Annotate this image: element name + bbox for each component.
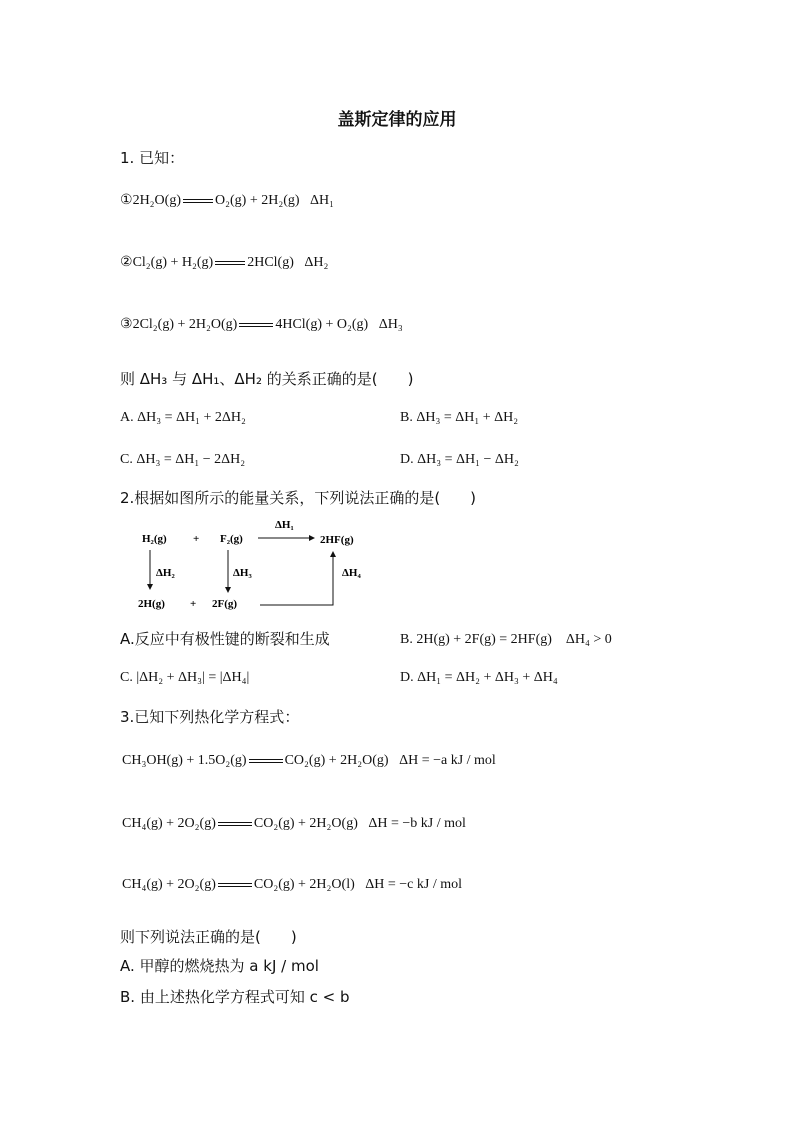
q3-eq2-rhs: CO₂(g) + 2H₂O(g) xyxy=(253,816,358,831)
q3-eq1-dh: ΔH = −a kJ / mol xyxy=(399,753,496,768)
q2-option-b[interactable]: B. 2H(g) + 2F(g) = 2HF(g) ΔH₄ > 0 xyxy=(400,632,612,647)
q1-eq2-lhs: Cl₂(g) + H₂(g) xyxy=(132,255,214,270)
q1-eq1-num: ① xyxy=(120,193,133,208)
arrow-dh4 xyxy=(260,552,333,605)
q3-eq2-dh: ΔH = −b kJ / mol xyxy=(368,816,466,831)
diagram-dh2: ΔH₂ xyxy=(156,567,175,579)
q2-option-d[interactable]: D. ΔH₁ = ΔH₂ + ΔH₃ + ΔH₄ xyxy=(400,670,558,685)
q1-equation-3 xyxy=(120,316,403,333)
q1-question: 则 ΔH₃ 与 ΔH₁、ΔH₂ 的关系正确的是( ) xyxy=(120,370,414,388)
q3-equation-1 xyxy=(122,753,496,769)
q1-eq3-dh: ΔH₃ xyxy=(378,317,403,332)
q3-equation-3 xyxy=(122,877,462,893)
q2-option-a[interactable]: A.反应中有极性键的断裂和生成 xyxy=(120,630,330,648)
q1-eq3-num: ③ xyxy=(120,317,133,332)
q3-eq3-rhs: CO₂(g) + 2H₂O(l) xyxy=(253,877,355,892)
diagram-f2: F₂(g) xyxy=(220,533,243,545)
q1-eq1-dh: ΔH₁ xyxy=(310,193,335,208)
energy-diagram xyxy=(120,515,370,615)
q3-eq3-lhs: CH₄(g) + 2O₂(g) xyxy=(122,877,216,892)
q1-eq2-dh: ΔH₂ xyxy=(304,255,329,270)
q1-option-b[interactable]: B. ΔH₃ = ΔH₁ + ΔH₂ xyxy=(400,410,519,425)
q2-stem: 2.根据如图所示的能量关系，下列说法正确的是( ) xyxy=(120,489,477,507)
q3-eq3-dh: ΔH = −c kJ / mol xyxy=(365,877,462,892)
q1-eq1-rhs: O₂(g) + 2H₂(g) xyxy=(215,193,300,208)
diagram-f: 2F(g) xyxy=(212,598,238,610)
diagram-dh4: ΔH₄ xyxy=(342,567,361,579)
q1-option-c[interactable]: C. ΔH₃ = ΔH₁ − 2ΔH₂ xyxy=(120,452,246,467)
q1-stem: 1. 已知： xyxy=(120,149,185,167)
q1-equation-1 xyxy=(120,192,334,209)
q1-equation-2 xyxy=(120,254,328,271)
q1-option-d[interactable]: D. ΔH₃ = ΔH₁ − ΔH₂ xyxy=(400,452,519,467)
diagram-dh3: ΔH₃ xyxy=(233,567,252,579)
page-title: 盖斯定律的应用 xyxy=(337,110,457,130)
diagram-hf: 2HF(g) xyxy=(320,534,354,546)
q2-option-c[interactable]: C. |ΔH₂ + ΔH₃| = |ΔH₄| xyxy=(120,670,250,685)
q3-eq1-lhs: CH₃OH(g) + 1.5O₂(g) xyxy=(122,753,247,768)
q1-eq2-rhs: 2HCl(g) xyxy=(247,255,294,270)
q3-question: 则下列说法正确的是( ) xyxy=(120,928,297,946)
q3-equation-2 xyxy=(122,816,466,832)
equals-sign xyxy=(183,199,213,203)
q1-eq3-lhs: 2Cl₂(g) + 2H₂O(g) xyxy=(132,317,238,332)
q3-eq1-rhs: CO₂(g) + 2H₂O(g) xyxy=(284,753,389,768)
diagram-h2: H₂(g) xyxy=(142,533,167,545)
equals-sign xyxy=(239,323,273,327)
diagram-plus-top: + xyxy=(193,533,200,545)
diagram-h: 2H(g) xyxy=(138,598,165,610)
diagram-plus-bottom: + xyxy=(190,598,197,610)
diagram-dh1: ΔH₁ xyxy=(275,519,294,531)
q3-eq2-lhs: CH₄(g) + 2O₂(g) xyxy=(122,816,216,831)
q3-option-a[interactable]: A. 甲醇的燃烧热为 a kJ / mol xyxy=(120,957,319,975)
q3-option-b[interactable]: B. 由上述热化学方程式可知 c < b xyxy=(120,988,350,1006)
equals-sign xyxy=(218,822,252,826)
q3-stem: 3.已知下列热化学方程式： xyxy=(120,708,300,726)
q1-option-a[interactable]: A. ΔH₃ = ΔH₁ + 2ΔH₂ xyxy=(120,410,246,425)
q1-eq1-lhs: 2H₂O(g) xyxy=(132,193,181,208)
equals-sign xyxy=(249,759,283,763)
equals-sign xyxy=(215,261,245,265)
equals-sign xyxy=(218,883,252,887)
q1-eq3-rhs: 4HCl(g) + O₂(g) xyxy=(275,317,369,332)
q1-eq2-num: ② xyxy=(120,255,133,270)
